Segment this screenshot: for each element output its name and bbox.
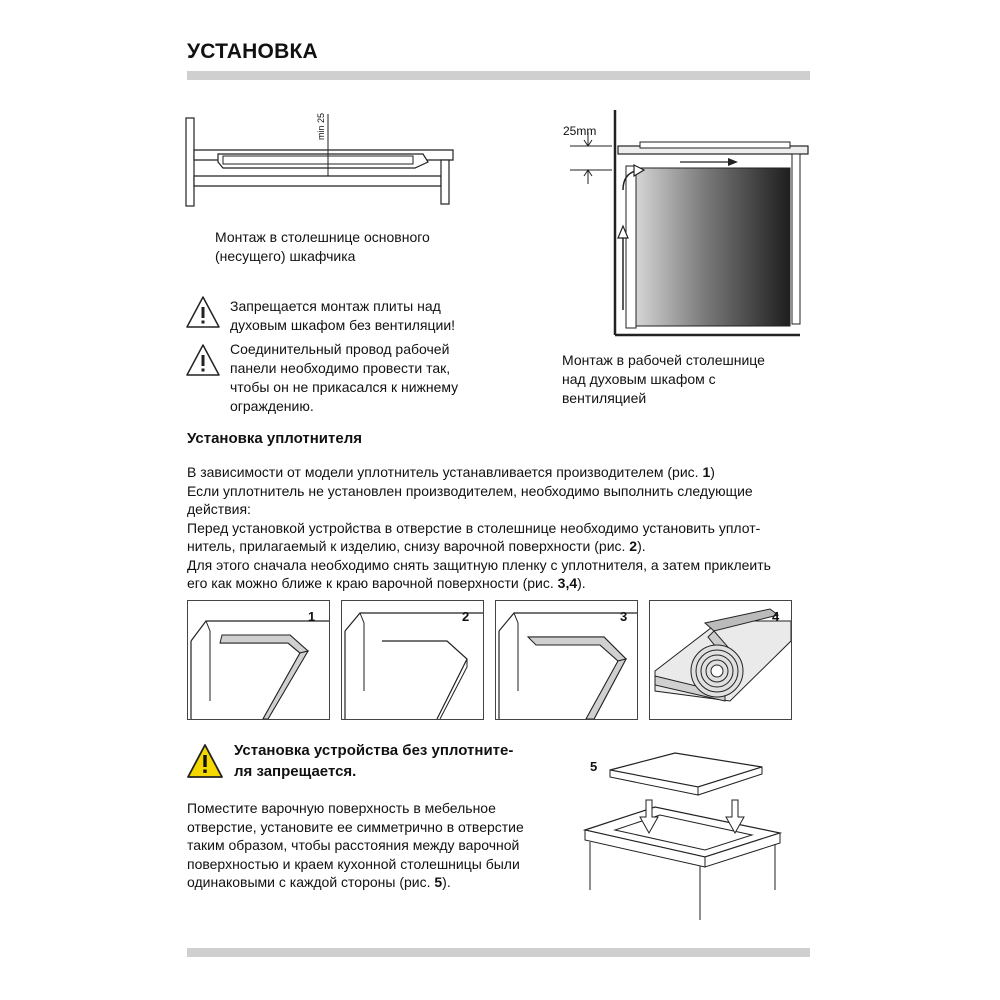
figure-ref: 5 xyxy=(434,874,443,890)
text-run: его как можно ближе к краю варочной поверхности (рис. xyxy=(187,575,558,591)
countertop-diagram xyxy=(183,110,463,215)
text-line: отверстие, установите ее симметрично в отверстие xyxy=(187,818,524,835)
text-run: В зависимости от модели уплотнитель устанавливается производителем (рис. xyxy=(187,464,703,480)
warning-line: духовым шкафом без вентиляции! xyxy=(230,317,456,333)
figure-ref: 1 xyxy=(702,464,711,480)
warning-triangle-icon xyxy=(185,294,221,330)
figure-number: 4 xyxy=(772,609,780,624)
warning-item xyxy=(185,294,221,330)
caption-line: над духовым шкафом с xyxy=(562,371,716,387)
seal-instructions xyxy=(187,463,812,593)
figure-number: 1 xyxy=(308,609,316,624)
warning-line: Установка устройства без уплотните- xyxy=(234,742,514,759)
text-run: нитель, прилагаемый к изделию, снизу варочной поверхности (рис. xyxy=(187,538,630,554)
figure-ref: 3,4 xyxy=(557,575,578,591)
seal-figure-3 xyxy=(495,600,638,720)
text-line: Перед установкой устройства в отверстие в столешнице необходимо установить уплот- xyxy=(187,519,761,536)
text-line: поверхностью и краем кухонной столешницы были xyxy=(187,855,520,872)
dimension-label: 25mm xyxy=(563,124,597,138)
text-line: Для этого сначала необходимо снять защитную пленку с уплотнителя, а затем приклеить xyxy=(187,556,771,573)
warning-triangle-icon xyxy=(185,342,221,378)
text-line xyxy=(187,574,812,593)
warning-line: Запрещается монтаж плиты над xyxy=(230,298,441,314)
figure-number: 2 xyxy=(462,609,470,624)
footer-divider xyxy=(187,948,810,957)
oven-ventilation-diagram xyxy=(560,110,820,345)
page-title: УСТАНОВКА xyxy=(187,40,318,63)
text-run: ) xyxy=(710,464,715,480)
text-line: таким образом, чтобы расстояния между варочной xyxy=(187,837,520,853)
figure-ref: 2 xyxy=(629,538,638,554)
text-run: ). xyxy=(637,538,646,554)
caption-line: Монтаж в рабочей столешнице xyxy=(562,352,765,368)
section-title: Установка уплотнителя xyxy=(187,430,362,447)
warning-line: ограждению. xyxy=(230,398,314,414)
min-dimension-label: min 25 xyxy=(316,112,326,140)
text-line: действия: xyxy=(187,501,251,517)
text-run: ). xyxy=(577,575,586,591)
text-line: Если уплотнитель не установлен производителем, необходимо выполнить следующие xyxy=(187,482,753,499)
warning-yellow-icon xyxy=(185,742,225,780)
header-divider xyxy=(187,71,810,80)
right-figure-caption xyxy=(562,351,765,408)
text-line: Поместите варочную поверхность в мебельное xyxy=(187,800,496,816)
text-line xyxy=(187,537,812,556)
warning-line: ля запрещается. xyxy=(234,763,357,780)
warning-line: Соединительный провод рабочей xyxy=(230,341,450,357)
figure-number: 5 xyxy=(590,759,598,774)
warning-line: чтобы он не прикасался к нижнему xyxy=(230,379,459,395)
caption-line: Монтаж в столешнице основного xyxy=(215,229,430,245)
text-run: ). xyxy=(442,874,451,890)
text-line xyxy=(187,873,524,892)
warning-text-2 xyxy=(230,340,458,416)
caption-line: (несущего) шкафчика xyxy=(215,248,356,264)
left-figure-caption xyxy=(215,228,430,266)
install-warning xyxy=(185,742,225,780)
figure-number: 3 xyxy=(620,609,628,624)
install-instructions xyxy=(187,799,524,892)
seal-figure-4 xyxy=(649,600,792,720)
hob-placement-diagram xyxy=(580,745,785,925)
caption-line: вентиляцией xyxy=(562,390,647,406)
warning-text-1 xyxy=(230,297,455,335)
seal-figure-1 xyxy=(187,600,330,720)
text-line xyxy=(187,463,812,482)
seal-figure-2 xyxy=(341,600,484,720)
text-run: одинаковыми с каждой стороны (рис. xyxy=(187,874,435,890)
warning-item xyxy=(185,342,221,378)
install-warning-text xyxy=(234,740,513,782)
warning-line: панели необходимо провести так, xyxy=(230,360,451,376)
